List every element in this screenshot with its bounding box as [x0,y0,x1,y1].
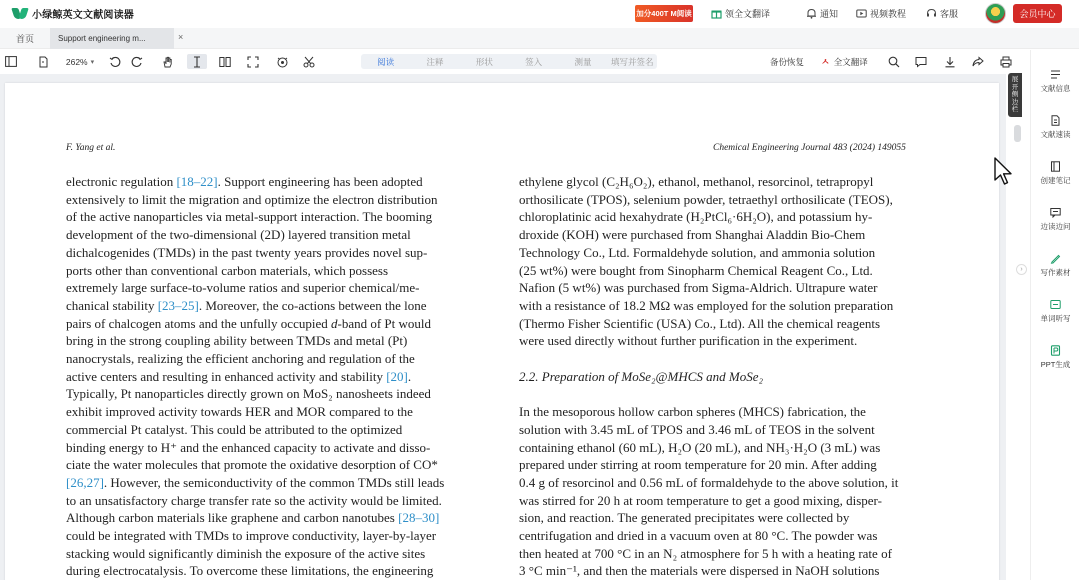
pen-icon [1050,253,1061,264]
text-line [66,440,430,455]
text-run: . However, the semiconductivity of the common TMDs still leads [103,474,445,490]
text-line [519,510,849,525]
text-line [519,563,879,578]
text-run: ethylene glycol (C₂H₆O₂), ethanol, methanol, resorcinol, tetrapropyl [519,174,874,189]
hand-tool-icon[interactable] [161,54,175,69]
italic-text: d [330,315,338,331]
text-run: pairs of chalcogen atoms and the unfully occupied [66,315,331,331]
download-icon[interactable] [943,54,957,69]
print-icon[interactable] [999,54,1013,69]
running-header-authors: F. Yang et al. [66,143,116,153]
text-line [66,528,436,543]
citation-link[interactable]: [28–30] [398,510,440,526]
text-run: during electrocatalysis. To overcome these limitations, the engineering [66,563,434,579]
text-run: binding energy to H⁺ and the enhanced capacity to activate and disso- [66,439,431,455]
sidebar-item-label: PPT生成 [1040,360,1071,369]
full-translate-button[interactable] [821,54,868,69]
sidebar-item-speed-read[interactable] [1031,115,1079,140]
text-run: ports other than conventional carbon materials, which possess [66,262,389,278]
text-line [519,493,882,508]
promo-banner[interactable]: 加分400T M阅读 [635,5,693,22]
sidebar-item-label: 创建笔记 [1040,176,1071,185]
rotate-left-icon[interactable] [108,54,122,69]
sidebar-item-word-dictation[interactable] [1031,299,1079,324]
expand-sidebar-char: 展 [1011,76,1019,84]
text-run: exhibit improved activity towards HER and MOR compared to the [66,404,413,420]
text-line [519,528,877,543]
text-run: Typically, Pt nanoparticles directly grown on MoS₂ nanosheets indeed [66,386,431,402]
text-line [66,174,423,189]
text-line [66,280,420,295]
text-run: Nafion (5 wt%) was purchased from Sigma-Aldrich. Ultrapure water [519,280,878,296]
text-line [519,369,763,384]
text-line [66,192,438,207]
mode-insert[interactable]: 签入 [525,56,543,67]
app-name: 小绿鲸英文文献阅读器 [32,9,134,21]
reader-toolbar [0,50,1030,73]
text-line [519,457,877,472]
text-line [66,546,425,561]
text-run: bring in the strong coupling ability between TMDs and metal (Pt) [66,333,408,349]
text-run: -band of Pt would [337,315,432,331]
sidebar-item-writing-material[interactable] [1031,253,1079,278]
text-run: ciate the water molecules that promote the oxidative desorption of CO* [66,457,438,473]
expand-sidebar-char: 边 [1011,98,1019,106]
video-icon [856,8,867,19]
text-line [519,422,875,437]
free-translate-label: 领全文翻译 [725,9,771,19]
text-run: nanocrystals, realizing the efficient anchoring and regulation of the [66,351,415,366]
notification-button[interactable] [806,6,838,21]
text-run: sion, and reaction. The generated precipitates were collected by [519,510,850,526]
video-tutorial-button[interactable] [856,6,906,21]
text-line [66,333,407,348]
mode-shape[interactable]: 形状 [475,56,493,67]
italic-text: 2.2. Preparation of MoSe₂@MHCS and MoSe₂ [519,368,764,384]
text-run: . [407,368,412,384]
text-run: Although carbon materials like graphene and carbon nanotubes [66,510,399,526]
mode-annotate[interactable]: 注释 [426,56,444,67]
video-tutorial-label: 视频教程 [870,9,907,19]
user-avatar[interactable] [985,3,1006,24]
translate-icon: ㅅ [821,57,830,67]
text-run: 3 °C min⁻¹, and then the materials were dispersed in NaOH solutions [519,563,880,579]
expand-sidebar-char: 栏 [1011,106,1019,114]
text-line [519,245,875,260]
text-line [66,263,388,278]
tab-bar [0,28,1079,49]
citation-link[interactable]: [20] [386,368,408,384]
text-run: 0.4 g of resorcinol and 0.56 mL of formaldehyde to the above solution, it [519,474,899,490]
top-bar [0,0,1079,27]
chevron-right-icon[interactable]: › [1016,264,1027,275]
text-line [519,404,866,419]
rotate-right-icon[interactable] [130,54,144,69]
text-line [66,457,438,472]
text-run: to an unsatisfactory charge transfer rate so the activity would be limited. [66,492,442,508]
text-line [519,209,872,224]
text-line [519,263,873,278]
text-run: (25 wt%) were bought from Sinopharm Chemical Reagent Co., Ltd. [519,262,873,278]
text-line [519,298,893,313]
backup-restore-button[interactable]: 备份恢复 [770,56,805,67]
speed-read-icon [1050,115,1061,126]
tab-close-icon[interactable]: × [178,32,184,42]
text-line [519,475,898,490]
tab-document[interactable]: Support engineering m... [50,28,174,49]
text-line [519,192,893,207]
text-run: droxide (KOH) were purchased from Shanghai Aladdin Bio-Chem [519,227,866,243]
text-line [66,245,427,260]
text-line [519,174,873,189]
text-line [66,227,411,242]
share-icon[interactable] [971,54,985,69]
text-run: In the mesoporous hollow carbon spheres (MHCS) fabrication, the [519,404,866,420]
sidebar-item-ppt-generate[interactable] [1031,345,1079,370]
citation-link[interactable]: [18–22] [176,174,218,189]
text-line [66,351,415,366]
logo-mark-icon [13,7,29,19]
text-line [66,404,413,419]
zoom-value: 262% [65,56,88,67]
text-run: of the active nanoparticles via metal-support interaction. The booming [66,209,433,225]
text-line [66,386,431,401]
text-line [66,475,444,490]
mode-switcher [361,54,657,69]
dual-page-icon[interactable] [218,54,232,69]
sidebar-item-label: 单词听写 [1040,314,1071,323]
text-run: active centers and resulting in enhanced activity and stability [66,368,387,384]
sidebar-item-doc-info[interactable] [1031,69,1079,94]
text-line [519,333,857,348]
mode-read[interactable]: 阅读 [377,56,395,67]
text-run: with a resistance of 18.2 MΩ was employed for the solution preparation [519,297,894,313]
text-run: solution with 3.45 mL of TPOS and 3.46 mL of TEOS in the solvent [519,421,875,437]
pdf-page [5,83,999,580]
full-translate-label: 全文翻译 [833,56,868,67]
dictation-icon [1050,299,1061,310]
eye-care-icon[interactable] [275,54,289,69]
notification-label: 通知 [820,9,839,19]
text-run: electronic regulation [66,174,177,189]
text-run: development of the two-dimensional (2D) layered transition metal [66,227,411,243]
mode-fill-sign[interactable]: 填写并签名 [611,56,654,67]
text-run: stacking would significantly diminish the exposure of the active sites [66,545,426,561]
text-run: prepared under stirring at room temperature for 20 min. After adding [519,457,877,473]
text-line [519,280,877,295]
text-line [66,422,402,437]
ppt-icon [1050,345,1061,356]
text-line [519,546,892,561]
sidebar-item-ask-while-reading[interactable] [1031,207,1079,232]
notebook-icon [1050,161,1061,172]
page-rotate-icon[interactable] [36,54,50,69]
bell-icon [806,8,817,19]
headset-icon [926,8,937,19]
sidebar-item-label: 文献速读 [1040,130,1071,139]
comment-icon[interactable] [914,54,928,69]
info-icon [1050,69,1061,80]
text-run: . Support engineering has been adopted [217,174,423,189]
sidebar-item-label: 文献信息 [1040,84,1071,93]
sidebar-toggle-icon[interactable] [4,54,18,69]
text-run: then heated at 700 °C in an N₂ atmosphere for 5 h with a heating rate of [519,545,892,561]
running-header-journal: Chemical Engineering Journal 483 (2024) 149055 [713,143,906,153]
text-run: dichalcogenides (TMDs) in the past twenty years provides novel sup- [66,244,428,260]
text-line [519,316,880,331]
text-run: were used directly without further purification in the experiment. [519,333,858,349]
text-run: extremely large surface-to-volume ratios and superior chemical/me- [66,280,420,296]
expand-sidebar-char: 侧 [1011,91,1019,99]
text-line [66,563,433,578]
text-select-tool-icon[interactable] [187,54,207,69]
free-translate-button[interactable] [711,6,770,21]
expand-sidebar-button[interactable] [1008,73,1022,117]
search-icon[interactable] [887,54,901,69]
app-logo[interactable] [13,6,134,20]
fullscreen-icon[interactable] [246,54,260,69]
gift-icon [711,8,722,19]
right-sidebar [1030,50,1079,580]
text-line [66,209,432,224]
text-line [519,227,865,242]
text-line [66,369,411,384]
text-run: could be integrated with TMDs to improve conductivity, layer-by-layer [66,528,437,543]
zoom-select[interactable] [62,54,98,69]
vertical-scrollbar-thumb[interactable] [1014,125,1021,142]
sidebar-item-label: 边读边问 [1040,222,1071,231]
text-run: orthosilicate (TPOS), selenium powder, tetraethyl orthosilicate (TEOS), [519,191,893,207]
customer-service-button[interactable] [926,6,958,21]
tab-home[interactable]: 首页 [15,34,34,44]
sidebar-item-label: 写作素材 [1040,268,1071,277]
document-viewport[interactable] [0,74,1006,580]
text-run: containing ethanol (60 mL), H₂O (20 mL), and NH₃·H₂O (3 mL) was [519,439,881,455]
member-center-button[interactable]: 会员中心 [1013,4,1062,23]
text-line [66,316,431,331]
text-run: was stirred for 20 h at room temperature to get a good mixing, disper- [519,492,882,508]
text-run: chloroplatinic acid hexahydrate (H₂PtCl₆·6H₂O), and potassium hy- [519,209,873,225]
mode-measure[interactable]: 测量 [574,56,592,67]
text-run: extensively to limit the migration and optimize the electron distribution [66,191,438,207]
sidebar-item-create-note[interactable] [1031,161,1079,186]
mouse-cursor-icon [994,157,1014,187]
text-run: . Moreover, the co-actions between the lone [198,297,427,313]
text-run: commercial Pt catalyst. This could be attributed to the optimized [66,421,403,437]
chevron-down-icon: ▾ [90,58,95,66]
text-run: centrifugation and dried in a vacuum oven at 80 °C. The powder was [519,528,878,543]
expand-sidebar-char: 开 [1011,83,1019,91]
text-line [66,298,427,313]
citation-link[interactable]: [26,27] [66,474,104,490]
chat-icon [1050,207,1061,218]
text-line [66,510,439,525]
citation-link[interactable]: [23–25] [157,297,199,313]
text-run: (Thermo Fisher Scientific (USA) Co., Ltd). All the chemical reagents [519,315,881,331]
text-run: chanical stability [66,297,158,313]
text-line [66,493,442,508]
text-run: Technology Co., Ltd. Formaldehyde solution, and ammonia solution [519,244,876,260]
text-line [519,440,880,455]
customer-service-label: 客服 [940,9,959,19]
scissors-icon[interactable] [302,54,316,69]
